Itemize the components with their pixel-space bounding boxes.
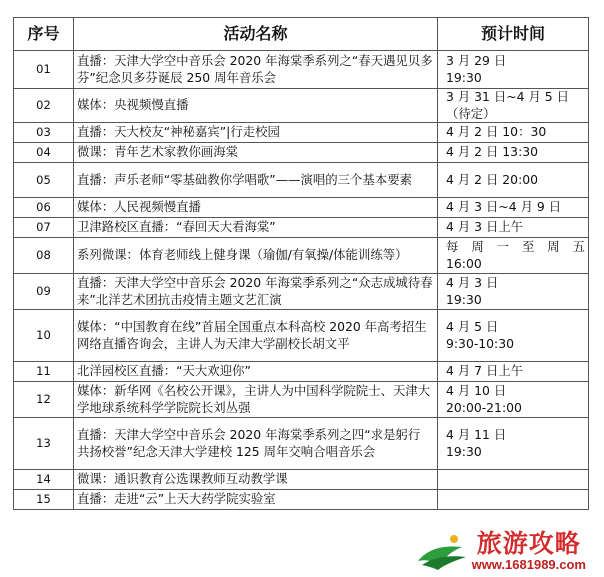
scheduled-time bbox=[438, 51, 589, 89]
activity-name: 微课：通识教育公选课教师互动教学课 bbox=[74, 470, 438, 490]
scheduled-time bbox=[438, 418, 589, 470]
row-number: 10 bbox=[14, 310, 74, 362]
scheduled-time bbox=[438, 274, 589, 310]
row-number: 09 bbox=[14, 274, 74, 310]
time-line: 4 月 7 日上午 bbox=[446, 363, 524, 379]
time-line: 4 月 3 日上午 bbox=[446, 219, 524, 235]
header-time: 预计时间 bbox=[438, 18, 589, 51]
activity-schedule-table bbox=[13, 17, 589, 510]
activity-name: 媒体：新华网《名校公开课》，主讲人为中国科学院院士、天津大学地球系统科学学院院长刘丛强 bbox=[74, 382, 438, 418]
row-number: 11 bbox=[14, 362, 74, 382]
time-line: 19:30 bbox=[446, 443, 482, 459]
activity-name: 媒体：“中国教育在线”首届全国重点本科高校 2020 年高考招生网络直播咨询会，主讲人为天津大学副校长胡文平 bbox=[74, 310, 438, 362]
header-name: 活动名称 bbox=[74, 18, 438, 51]
scheduled-time bbox=[438, 89, 589, 123]
time-line: 9:30-10:30 bbox=[446, 335, 515, 351]
scheduled-time bbox=[438, 310, 589, 362]
time-line: 3 月 29 日 bbox=[446, 53, 507, 68]
table-row bbox=[14, 163, 589, 198]
row-number: 15 bbox=[14, 490, 74, 510]
activity-name: 直播：走进“云”上天大药学院实验室 bbox=[74, 490, 438, 510]
row-number: 07 bbox=[14, 218, 74, 238]
row-number: 14 bbox=[14, 470, 74, 490]
row-number: 08 bbox=[14, 238, 74, 274]
activity-name: 直播：天津大学空中音乐会 2020 年海棠季系列之四“求是躬行 共扬校誉”纪念天津大学建校 125 周年交响合唱音乐会 bbox=[74, 418, 438, 470]
table-row bbox=[14, 418, 589, 470]
time-line: 19:30 bbox=[446, 291, 482, 307]
scheduled-time bbox=[438, 490, 589, 510]
table-row bbox=[14, 490, 589, 510]
row-number: 06 bbox=[14, 198, 74, 218]
table-row bbox=[14, 470, 589, 490]
row-number: 03 bbox=[14, 123, 74, 143]
table-row bbox=[14, 218, 589, 238]
table-row bbox=[14, 274, 589, 310]
activity-name: 微课：青年艺术家教你画海棠 bbox=[74, 143, 438, 163]
activity-name: 北洋园校区直播：“天大欢迎你” bbox=[74, 362, 438, 382]
time-line: （待定） bbox=[446, 105, 496, 121]
activity-name: 直播：声乐老师“零基础教你学唱歌”——演唱的三个基本要素 bbox=[74, 163, 438, 198]
time-line: 4 月 3 日~4 月 9 日 bbox=[446, 199, 562, 215]
time-line: 3 月 31 日~4 月 5 日 bbox=[446, 89, 569, 104]
header-num: 序号 bbox=[14, 18, 74, 51]
activity-name: 直播：天津大学空中音乐会 2020 年海棠季系列之“春天遇见贝多芬”纪念贝多芬诞辰 250 周年音乐会 bbox=[74, 51, 438, 89]
time-line: 4 月 2 日 10：30 bbox=[446, 124, 547, 140]
scheduled-time bbox=[438, 198, 589, 218]
scheduled-time bbox=[438, 382, 589, 418]
row-number: 02 bbox=[14, 89, 74, 123]
table-row bbox=[14, 310, 589, 362]
time-line: 19:30 bbox=[446, 69, 482, 85]
row-number: 04 bbox=[14, 143, 74, 163]
time-line: 4 月 2 日 20:00 bbox=[446, 171, 539, 187]
activity-name: 直播：天津大学空中音乐会 2020 年海棠季系列之“众志成城待春来”北洋艺术团抗击疫情主题文艺汇演 bbox=[74, 274, 438, 310]
row-number: 13 bbox=[14, 418, 74, 470]
table-row bbox=[14, 143, 589, 163]
row-number: 12 bbox=[14, 382, 74, 418]
table-row bbox=[14, 51, 589, 89]
scheduled-time bbox=[438, 238, 589, 274]
activity-name: 直播：天大校友“神秘嘉宾”|行走校园 bbox=[74, 123, 438, 143]
activity-name: 系列微课：体育老师线上健身课（瑜伽/有氧操/体能训练等） bbox=[74, 238, 438, 274]
time-line: 4 月 5 日 bbox=[446, 319, 499, 334]
scheduled-time bbox=[438, 218, 589, 238]
row-number: 01 bbox=[14, 51, 74, 89]
time-line: 4 月 3 日 bbox=[446, 275, 499, 290]
travel-logo-icon bbox=[414, 531, 470, 571]
table-header-row bbox=[14, 18, 589, 51]
table-row bbox=[14, 198, 589, 218]
scheduled-time bbox=[438, 362, 589, 382]
time-line: 4 月 2 日 13:30 bbox=[446, 144, 539, 160]
table-row bbox=[14, 123, 589, 143]
scheduled-time bbox=[438, 163, 589, 198]
time-line: 4 月 11 日 bbox=[446, 427, 507, 442]
activity-name: 媒体：央视频慢直播 bbox=[74, 89, 438, 123]
scheduled-time bbox=[438, 123, 589, 143]
scheduled-time bbox=[438, 470, 589, 490]
row-number: 05 bbox=[14, 163, 74, 198]
time-line: 20:00-21:00 bbox=[446, 399, 522, 415]
time-line: 4 月 10 日 bbox=[446, 383, 507, 398]
activity-name: 卫津路校区直播：“春回天大看海棠” bbox=[74, 218, 438, 238]
table-row bbox=[14, 382, 589, 418]
watermark-title: 旅游攻略 bbox=[476, 529, 581, 558]
time-line: 16:00 bbox=[446, 255, 482, 271]
table-row bbox=[14, 362, 589, 382]
table-row bbox=[14, 238, 589, 274]
scheduled-time bbox=[438, 143, 589, 163]
table-row bbox=[14, 89, 589, 123]
time-line: 每 周 一 至 周 五 bbox=[446, 239, 585, 254]
watermark bbox=[414, 530, 586, 572]
activity-name: 媒体：人民视频慢直播 bbox=[74, 198, 438, 218]
watermark-url: www.1681989.com bbox=[471, 557, 586, 572]
